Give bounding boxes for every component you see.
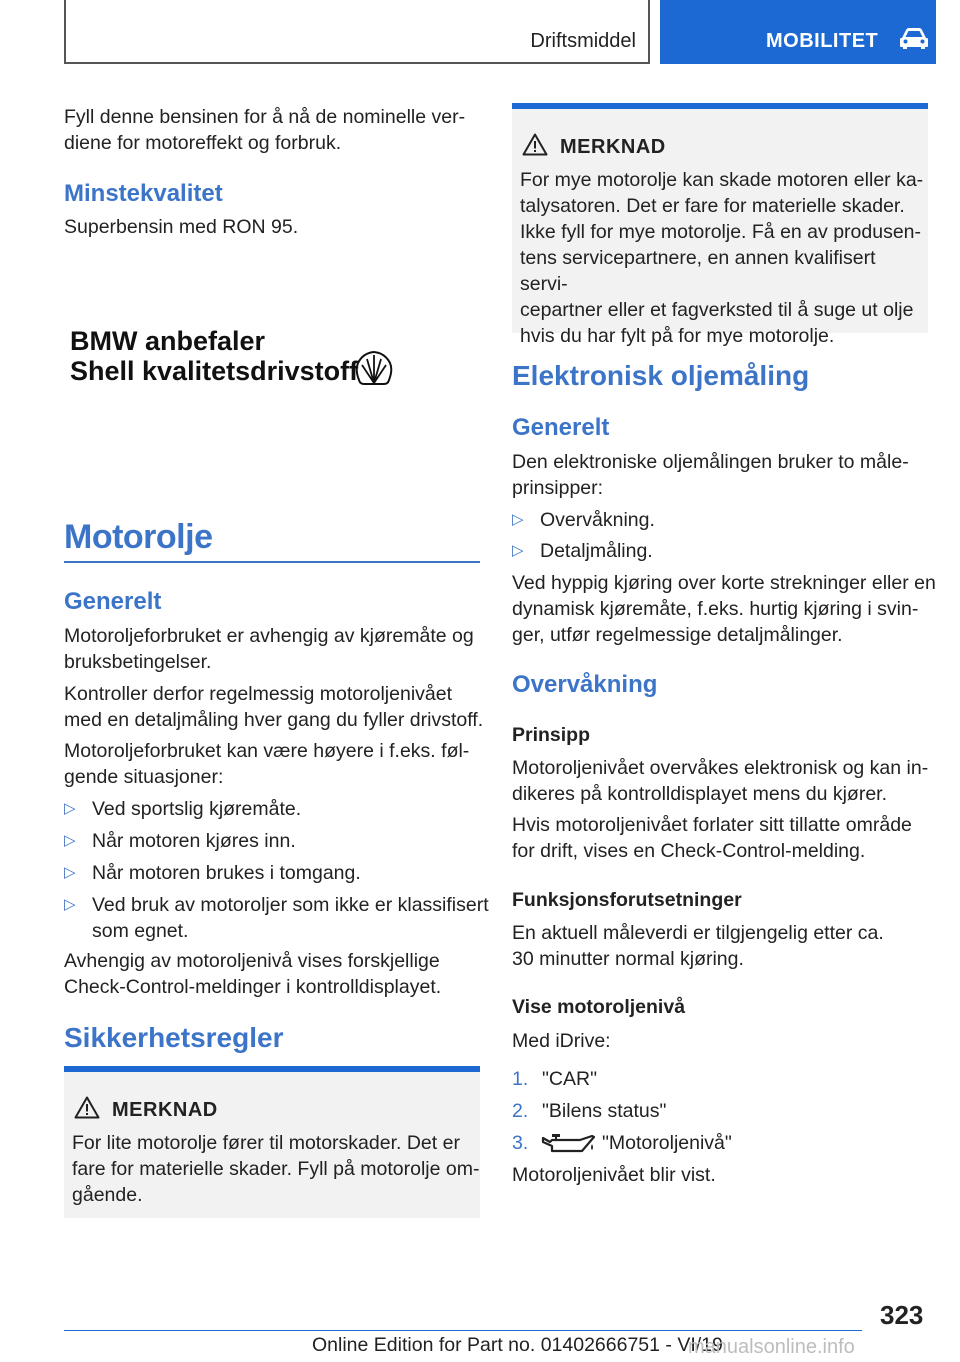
warning-triangle-icon <box>522 133 548 156</box>
list-item <box>512 538 928 564</box>
left-paragraph-3 <box>64 738 469 790</box>
text-line: Ikke fyll for mye motorolje. Få en av produsen- <box>520 221 921 243</box>
left-paragraph-2 <box>64 681 483 733</box>
right-paragraph-1 <box>512 449 909 501</box>
triangle-bullet-icon: ▷ <box>512 511 524 528</box>
step-item <box>512 1130 928 1156</box>
header-section-box <box>64 0 650 64</box>
triangle-bullet-icon: ▷ <box>64 864 76 881</box>
step-item <box>512 1066 928 1092</box>
text-line: talysatoren. Det er fare for materielle skader. <box>520 195 905 217</box>
text-line: ger, utfør regelmessige detaljmålinger. <box>512 624 843 646</box>
note-title: MERKNAD <box>560 136 666 158</box>
right-paragraph-4 <box>512 812 912 864</box>
list-item <box>64 796 480 822</box>
note-title: MERKNAD <box>112 1099 218 1121</box>
text-line: Ved hyppig kjøring over korte strekninger eller en <box>512 572 936 594</box>
text-line: For lite motorolje fører til motorskader. Det er <box>72 1132 460 1154</box>
intro-line-1: Fyll denne bensinen for å nå de nominelle ver- <box>64 106 466 128</box>
shell-recommendation <box>70 326 358 386</box>
text-line: bruksbetingelser. <box>64 651 212 673</box>
right-paragraph-3 <box>512 755 928 807</box>
list-item <box>64 860 480 886</box>
text-line: Check-Control-meldinger i kontrolldisplayet. <box>64 976 442 998</box>
min-quality-heading: Minstekvalitet <box>64 180 223 207</box>
text-line: gående. <box>72 1184 143 1206</box>
list-item-text: Når motoren brukes i tomgang. <box>92 862 361 884</box>
list-item-text: Når motoren kjøres inn. <box>92 830 296 852</box>
funksjonsforutsetninger-heading: Funksjonsforutsetninger <box>512 889 742 911</box>
left-paragraph-4 <box>64 948 441 1000</box>
list-item <box>512 507 928 533</box>
right-paragraph-7: Motoroljenivået blir vist. <box>512 1164 716 1186</box>
section-rule <box>64 561 480 563</box>
text-line: Avhengig av motoroljenivå vises forskjellige <box>64 950 440 972</box>
right-paragraph-5 <box>512 920 884 972</box>
triangle-bullet-icon: ▷ <box>64 800 76 817</box>
triangle-bullet-icon: ▷ <box>64 896 76 913</box>
triangle-bullet-icon: ▷ <box>512 542 524 559</box>
text-line: Motoroljenivået overvåkes elektronisk og kan in- <box>512 757 929 779</box>
shell-ad-line-1: BMW anbefaler <box>70 326 266 356</box>
right-paragraph-6: Med iDrive: <box>512 1030 611 1052</box>
motorolje-heading: Motorolje <box>64 518 213 556</box>
text-line: tens servicepartnere, en annen kvalifisert servi- <box>520 247 876 295</box>
footer-rule <box>64 1330 862 1331</box>
header-chapter-tab[interactable] <box>660 0 936 64</box>
vise-motoroljeniva-heading: Vise motoroljenivå <box>512 996 686 1018</box>
text-line: for drift, vises en Check-Control-melding. <box>512 840 866 862</box>
step-number: 3. <box>512 1132 529 1154</box>
text-line: 30 minutter normal kjøring. <box>512 948 744 970</box>
step-text: "Bilens status" <box>542 1100 667 1122</box>
text-line: Motoroljeforbruket kan være høyere i f.eks. føl- <box>64 740 470 762</box>
oil-can-icon <box>540 1132 596 1154</box>
text-line: Kontroller derfor regelmessig motoroljenivået <box>64 683 453 705</box>
list-item <box>64 828 480 854</box>
page-number: 323 <box>880 1300 924 1330</box>
warning-triangle-icon <box>74 1096 100 1119</box>
list-item-text: Ved sportslig kjøremåte. <box>92 798 302 820</box>
list-item-text: Ved bruk av motoroljer som ikke er klassifisert <box>92 894 489 916</box>
shell-ad-line-2: Shell kvalitetsdrivstoff <box>70 356 359 386</box>
generelt-heading-left: Generelt <box>64 588 162 615</box>
text-line: hvis du har fylt på for mye motorolje. <box>520 325 835 347</box>
footer-edition: Online Edition for Part no. 01402666751 - VI/19 <box>312 1334 723 1356</box>
list-item-text: Overvåkning. <box>540 509 655 531</box>
text-line: En aktuell måleverdi er tilgjengelig etter ca. <box>512 922 884 944</box>
list-item <box>64 892 489 944</box>
text-line: dikeres på kontrolldisplayet mens du kjører. <box>512 783 888 805</box>
watermark: manualsonline.info <box>688 1336 855 1358</box>
text-line: gende situasjoner: <box>64 766 224 788</box>
intro-paragraph <box>64 104 465 156</box>
text-line: Hvis motoroljenivået forlater sitt tillatte område <box>512 814 912 836</box>
text-line: Motoroljeforbruket er avhengig av kjøremåte og <box>64 625 474 647</box>
min-quality-text: Superbensin med RON 95. <box>64 216 299 238</box>
text-line: cepartner eller et fagverksted til å suge ut olje <box>520 299 914 321</box>
text-line: prinsipper: <box>512 477 604 499</box>
note-text <box>72 1130 479 1208</box>
step-number: 1. <box>512 1068 529 1090</box>
right-paragraph-2 <box>512 570 936 648</box>
step-number: 2. <box>512 1100 529 1122</box>
warning-note-right <box>512 103 928 347</box>
text-line: fare for materielle skader. Fyll på motorolje om- <box>72 1158 480 1180</box>
note-text <box>520 167 928 349</box>
step-item <box>512 1098 928 1124</box>
step-text: "Motoroljenivå" <box>602 1132 732 1154</box>
shell-logo-icon <box>354 350 394 386</box>
list-item-text: Detaljmåling. <box>540 540 653 562</box>
triangle-bullet-icon: ▷ <box>64 832 76 849</box>
text-line: dynamisk kjøremåte, f.eks. hurtig kjøring i svin- <box>512 598 919 620</box>
intro-line-2: diene for motoreffekt og forbruk. <box>64 132 342 154</box>
step-text: "CAR" <box>542 1068 598 1090</box>
generelt-heading-right: Generelt <box>512 414 610 441</box>
header-section-title: Driftsmiddel <box>530 30 636 52</box>
overvakning-heading: Overvåkning <box>512 671 658 698</box>
text-line: For mye motorolje kan skade motoren eller ka- <box>520 169 924 191</box>
safety-heading: Sikkerhetsregler <box>64 1022 284 1053</box>
text-line: med en detaljmåling hver gang du fyller drivstoff. <box>64 709 484 731</box>
elektronisk-heading: Elektronisk oljemåling <box>512 360 810 391</box>
list-item-text: som egnet. <box>92 920 189 942</box>
header-chapter-title: MOBILITET <box>766 30 879 52</box>
prinsipp-heading: Prinsipp <box>512 724 591 746</box>
car-icon <box>898 26 930 50</box>
text-line: Den elektroniske oljemålingen bruker to måle- <box>512 451 909 473</box>
left-paragraph-1 <box>64 623 474 675</box>
warning-note-left <box>64 1066 480 1218</box>
